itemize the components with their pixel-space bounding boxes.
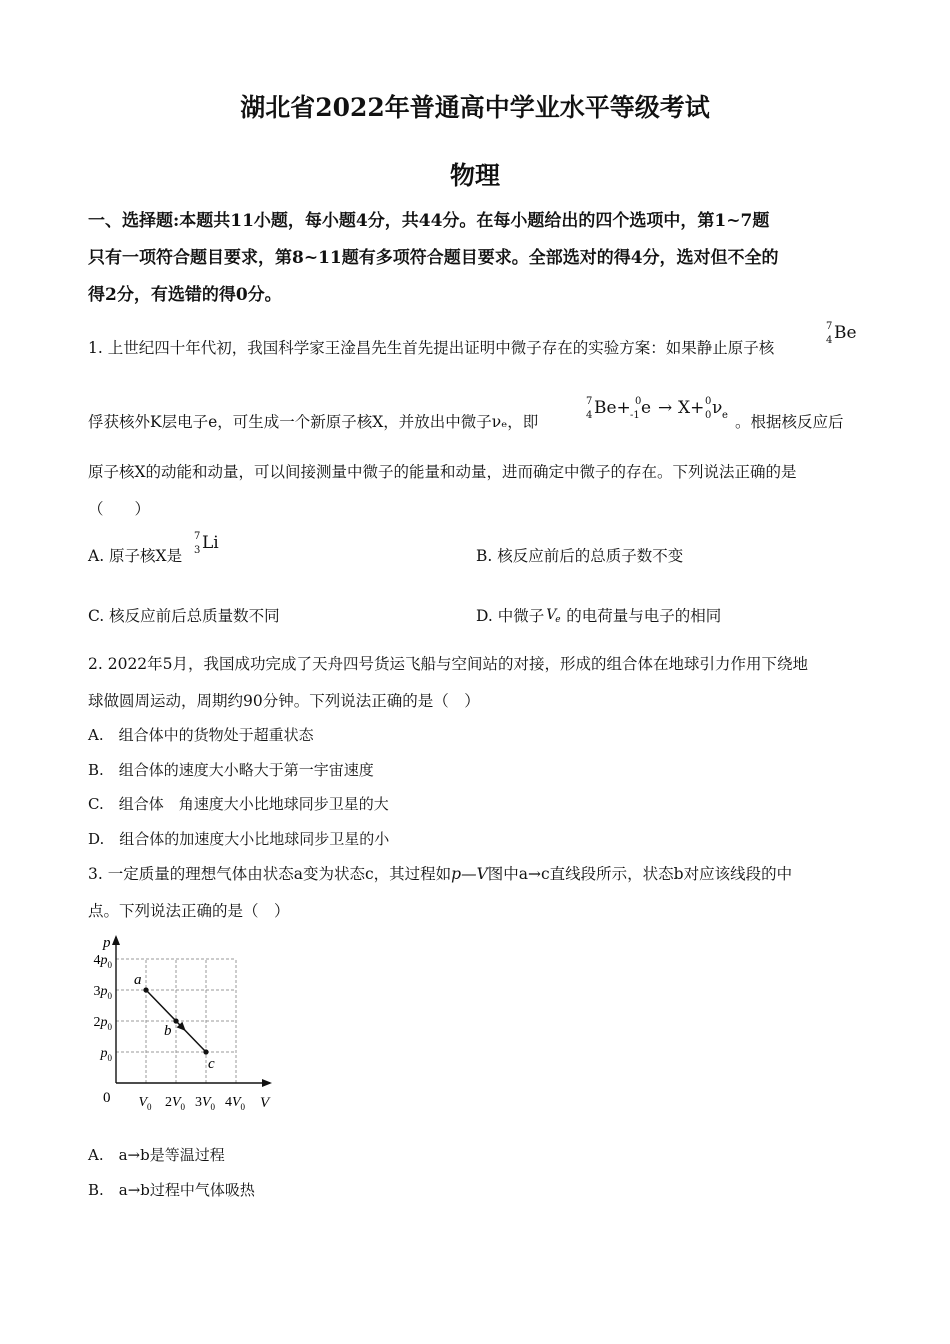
eq-be-charge: 4 — [586, 410, 593, 421]
eq-nu-mass: 0 — [705, 396, 712, 407]
origin-label: 0 — [103, 1090, 111, 1106]
q1-option-b[interactable]: B. 核反应前后的总质子数不变 — [476, 547, 684, 565]
state-label-c: c — [208, 1056, 215, 1072]
q3-line-2: 点。下列说法正确的是（ ） — [88, 902, 290, 920]
q1-option-a[interactable] — [88, 544, 182, 566]
pv-chart — [80, 925, 280, 1115]
subject-title: 物理 — [449, 161, 500, 190]
q2-option-a[interactable]: A. 组合体中的货物处于超重状态 — [88, 726, 314, 744]
x-tick-label: $V_0$ — [138, 1095, 152, 1112]
state-label-b: b — [164, 1023, 172, 1039]
y-tick-label: $2p_0$ — [93, 1015, 112, 1032]
state-label-a: a — [134, 972, 142, 988]
q1-option-d[interactable] — [476, 604, 721, 626]
q3-line-1b: 图中a→c直线段所示，状态b对应该线段的中 — [487, 865, 793, 883]
q1-reaction-equation — [584, 396, 734, 426]
eq-arrow: → — [658, 398, 673, 418]
nu-subscript: e — [555, 615, 561, 625]
state-point-a — [143, 987, 148, 992]
be-charge-number: 4 — [826, 335, 833, 346]
nu-symbol: V — [546, 607, 557, 623]
eq-be-mass: 7 — [586, 396, 593, 407]
y-tick-label: $3p_0$ — [93, 984, 112, 1001]
q3-option-a[interactable]: A. a→b是等温过程 — [88, 1146, 225, 1164]
q1-answer-paren: （ ） — [88, 500, 151, 518]
q2-option-b[interactable]: B. 组合体的速度大小略大于第一宇宙速度 — [88, 761, 374, 779]
section-heading — [88, 203, 868, 314]
y-axis-symbol: p — [103, 935, 111, 951]
q2-option-d[interactable]: D. 组合体的加速度大小比地球同步卫星的小 — [88, 830, 390, 848]
eq-be: Be+ — [594, 398, 631, 418]
q1-option-d-pre: D. 中微子 — [476, 607, 545, 625]
q1-option-c[interactable]: C. 核反应前后总质量数不同 — [88, 607, 280, 625]
q3-line-1a: 3. 一定质量的理想气体由状态a变为状态c，其过程如 — [88, 865, 452, 883]
y-tick-label: $4p_0$ — [93, 953, 112, 970]
eq-e-charge: -1 — [630, 410, 640, 421]
li-charge: 3 — [194, 545, 201, 556]
q1-option-a-text: A. 原子核X是 — [88, 547, 183, 565]
q1-line-2a: 俘获核外K层电子e，可生成一个新原子核X，并放出中微子νₑ，即 — [88, 413, 539, 431]
q3-line-1 — [88, 862, 792, 884]
eq-nu-charge: 0 — [705, 410, 712, 421]
q1-line-3: 原子核X的动能和动量，可以间接测量中微子的能量和动量，进而确定中微子的存在。下列说法正确的是 — [88, 463, 797, 481]
y-tick-label: $p_0$ — [100, 1046, 112, 1063]
x-tick-label: $3V_0$ — [194, 1095, 216, 1112]
q2-line-1: 2. 2022年5月，我国成功完成了天舟四号货运飞船与空间站的对接，形成的组合体在地球引力作用下绕地 — [88, 655, 809, 673]
eq-e-mass: 0 — [635, 396, 642, 407]
q3-option-b[interactable]: B. a→b过程中气体吸热 — [88, 1181, 255, 1199]
q2-option-c[interactable]: C. 组合体 角速度大小比地球同步卫星的大 — [88, 795, 389, 813]
exam-title: 湖北省2022年普通高中学业水平等级考试 — [240, 93, 710, 122]
q1-line-1: 1. 上世纪四十年代初，我国科学家王淦昌先生首先提出证明中微子存在的实验方案：如果静止原子核 — [88, 339, 775, 357]
state-point-b — [173, 1018, 178, 1023]
be-mass-number: 7 — [826, 321, 833, 332]
q1-option-d-post: 的电荷量与电子的相同 — [566, 607, 722, 625]
eq-neutrino-sub: e — [722, 410, 728, 421]
state-point-c — [203, 1049, 208, 1054]
section-line-1: 一、选择题:本题共11小题，每小题4分，共44分。在每小题给出的四个选项中，第1~7题 — [88, 211, 770, 231]
be-symbol: Be — [834, 323, 857, 343]
section-line-3: 得2分，有选错的得0分。 — [88, 285, 282, 305]
q1-line-2b: 。根据核反应后 — [735, 413, 844, 431]
x-tick-label: $4V_0$ — [224, 1095, 246, 1112]
q3-pv-label: p—V — [451, 865, 488, 883]
x-tick-label: $2V_0$ — [164, 1095, 186, 1112]
q2-line-2: 球做圆周运动，周期约90分钟。下列说法正确的是（ ） — [88, 692, 480, 710]
eq-x: X+ — [678, 398, 705, 418]
section-line-2: 只有一项符合题目要求，第8~11题有多项符合题目要求。全部选对的得4分，选对但不全的 — [88, 248, 779, 268]
x-axis-symbol: V — [260, 1095, 270, 1111]
eq-electron: e — [641, 398, 652, 418]
li-mass: 7 — [194, 531, 201, 542]
eq-neutrino: ν — [712, 398, 723, 418]
chart-axes — [102, 935, 271, 1111]
li-symbol: Li — [202, 533, 219, 553]
